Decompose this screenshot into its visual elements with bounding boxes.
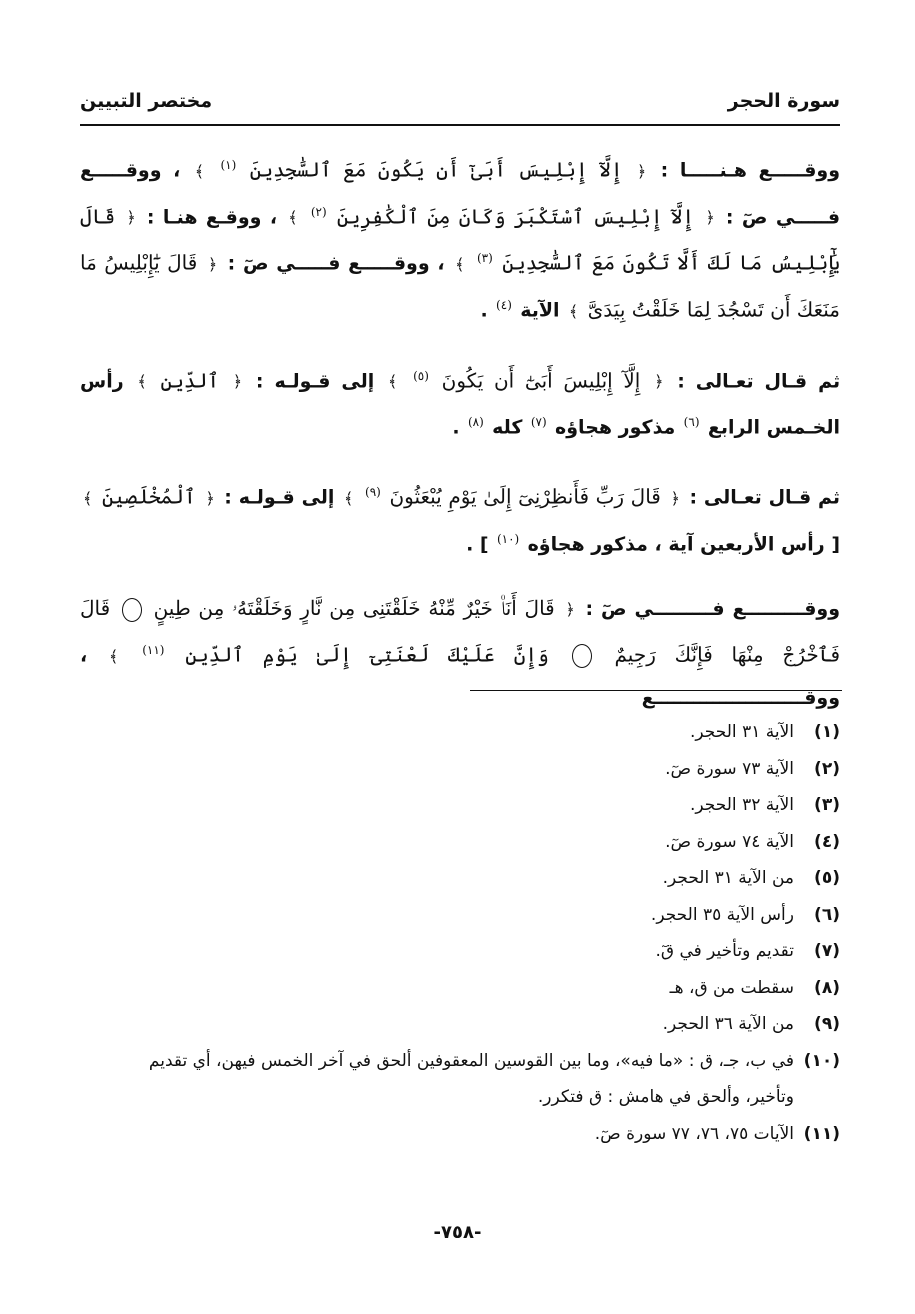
commentary-text: ، ووقـــــع فـــــي صٓ :	[227, 252, 445, 275]
commentary-text: .	[452, 416, 460, 439]
quran-verse: وَإِنَّ عَلَيْكَ لَعْنَتِىٓ إِلَىٰ يَوْمِ ٱلدِّينِ	[185, 642, 549, 667]
quran-verse: إِلَّآ إِبْلِيسَ ٱسْتَكْبَرَ وَكَانَ مِنَ ٱلْكَٰفِرِينَ	[336, 204, 695, 229]
verse-bracket: ﴾	[83, 488, 93, 508]
paragraph	[80, 472, 840, 564]
paragraph	[80, 356, 840, 448]
footnote-ref: (٨)	[467, 415, 484, 430]
footnote-ref: (٥)	[413, 368, 429, 383]
footnote-number: (١)	[814, 722, 840, 742]
verse-bracket: ﴾	[137, 372, 147, 392]
footnote-ref: (٣)	[476, 251, 493, 266]
footnote-rule	[470, 690, 842, 691]
verse-bracket: ﴾	[568, 301, 579, 321]
commentary-text: ثم قـال تعـالى :	[689, 486, 841, 509]
quran-verse: قَالَ أَنَا۠ خَيْرٌ مِّنْهُ خَلَقْتَنِى مِن نَّارٍ وَخَلَقْتَهُۥ مِن طِينٍ	[153, 596, 555, 621]
verse-bracket: ﴿	[670, 488, 680, 508]
footnote-text: في ب، جـ، ق : «ما فيه»، وما بين القوسين المعقوفين ألحق في آخر الخمس فيهن، أي تقديم	[148, 1050, 794, 1071]
main-text	[80, 145, 840, 742]
footnote-ref: (٩)	[365, 484, 381, 499]
commentary-text: ، ووقـع هنـا :	[146, 206, 278, 229]
footnote-text: الآية ٧٤ سورة صٓ.	[665, 831, 794, 852]
footnote-item	[80, 1006, 840, 1043]
commentary-text: مذكور هجاؤه	[555, 416, 676, 439]
footnote-text: الآية ٣١ الحجر.	[690, 722, 794, 742]
footnote-item	[80, 824, 840, 861]
quran-verse: إِلَّآ إِبْلِيسَ أَبَىٰٓ أَن يَكُونَ	[441, 368, 641, 393]
footnote-number: (٤)	[814, 831, 840, 852]
commentary-text: رأس الخـمس الرابع	[80, 370, 840, 439]
footnote-item	[80, 751, 840, 788]
quran-verse: ٱلدِّينِ	[160, 368, 220, 393]
quran-verse: قَالَ رَبِّ فَأَنظِرْنِىٓ إِلَىٰ يَوْمِ يُبْعَثُونَ	[389, 484, 661, 509]
verse-bracket: ﴾	[288, 208, 298, 228]
footnote-text: الآيات ٧٥، ٧٦، ٧٧ سورة صٓ.	[594, 1123, 794, 1144]
footnote-ref: (٦)	[683, 415, 700, 430]
footnote-text: سقطت من ق، هـ	[669, 977, 794, 998]
ayah-end-mark	[572, 644, 592, 668]
commentary-text: .	[480, 299, 488, 322]
quran-verse: قَالَ يَٰٓإِبْلِيسُ مَا مَنَعَكَ أَن تَسْجُدَ لِمَا خَلَقْتُ بِيَدَىَّ	[80, 250, 840, 322]
footnote-ref: (٧)	[530, 415, 547, 430]
footnote-item	[80, 1116, 840, 1153]
footnote-ref: (١٠)	[496, 531, 520, 546]
verse-bracket: ﴿	[565, 600, 575, 620]
footnote-continuation: وتأخير، وألحق في هامش : ق فتكرر.	[537, 1087, 794, 1107]
commentary-text: ، ووقـــــــــــــــــــــــع	[80, 644, 840, 709]
page-number: -٧٥٨-	[433, 1222, 482, 1243]
footnote-text: الآية ٧٣ سورة صٓ.	[665, 758, 794, 779]
footnote-text: من الآية ٣١ الحجر.	[662, 868, 794, 888]
footnote-number: (٢)	[814, 758, 840, 779]
header-book-title: مختصر التبيين	[80, 90, 213, 112]
footnote-item	[80, 897, 840, 934]
verse-bracket: ﴿	[654, 372, 664, 392]
commentary-text: [ رأس الأربعين آية ، مذكور هجاؤه	[527, 533, 840, 556]
footnote-ref: (١)	[220, 158, 237, 172]
commentary-text: ثم قـال تعـالى :	[677, 370, 841, 393]
footnote-text: رأس الآية ٣٥ الحجر.	[650, 904, 794, 925]
footnote-number: (١٠)	[803, 1050, 840, 1071]
verse-bracket: ﴿	[232, 372, 243, 392]
footnote-item	[80, 933, 840, 970]
quran-verse: إِلَّآ إِبْلِيسَ أَبَىٰٓ أَن يَكُونَ مَعَ ٱلسَّٰجِدِينَ	[249, 157, 623, 182]
verse-bracket: ﴿	[705, 208, 715, 228]
paragraph	[80, 588, 840, 718]
quran-verse: قَالَ فَٱخْرُجْ مِنْهَا فَإِنَّكَ رَجِيمٌ	[80, 596, 841, 667]
footnote-text: الآية ٣٢ الحجر.	[690, 795, 794, 815]
commentary-text: ووقـــــع هـنـــــا :	[660, 159, 841, 182]
footnote-number: (٦)	[814, 904, 840, 925]
verse-bracket: ﴾	[388, 372, 398, 392]
footnote-number: (٩)	[814, 1014, 840, 1034]
footnote-text: تقديم وتأخير في قٓ.	[655, 941, 794, 961]
quran-verse: ٱلْمُخْلَصِينَ	[101, 484, 196, 509]
verse-bracket: ﴿	[205, 488, 215, 508]
footnote-ref: (٢)	[310, 204, 327, 219]
ayah-end-mark	[122, 598, 142, 622]
quran-verse: قَالَ يَٰٓإِبْلِيسُ مَا لَكَ أَلَّا تَكُونَ مَعَ ٱلسَّٰجِدِينَ	[80, 204, 841, 275]
commentary-text: ] .	[466, 533, 489, 556]
footnote-item	[80, 714, 840, 751]
footnote-item	[80, 787, 840, 824]
footnote-item	[80, 1043, 840, 1080]
footnote-item	[80, 860, 840, 897]
header-surah-title: سورة الحجر	[727, 90, 840, 112]
footnote-number: (٥)	[814, 868, 840, 888]
header-rule	[80, 124, 840, 126]
commentary-text: كله	[492, 416, 523, 439]
commentary-text: ووقـــــــــع فـــــــــي صٓ :	[585, 598, 841, 621]
footnote-number: (٨)	[814, 977, 840, 998]
verse-bracket: ﴿	[126, 208, 136, 228]
commentary-text: الآية	[520, 299, 560, 322]
footnote-number: (٣)	[814, 795, 840, 815]
commentary-text: إلى قـولـه :	[255, 370, 375, 393]
verse-bracket: ﴿	[636, 161, 647, 181]
paragraph	[80, 145, 840, 332]
verse-bracket: ﴾	[194, 161, 205, 181]
footnote-ref: (٤)	[496, 297, 512, 312]
footnote-number: (١١)	[803, 1123, 840, 1144]
verse-bracket: ﴾	[344, 488, 354, 508]
verse-bracket: ﴾	[109, 646, 119, 666]
footnotes	[80, 714, 840, 1152]
commentary-text: إلى قـولـه :	[224, 486, 335, 509]
verse-bracket: ﴾	[455, 254, 465, 274]
verse-bracket: ﴿	[207, 254, 218, 274]
footnote-text: من الآية ٣٦ الحجر.	[662, 1014, 794, 1034]
commentary-text: ، ووقـــــع فـــــي صٓ :	[80, 159, 841, 229]
footnote-item	[80, 970, 840, 1007]
footnote-number: (٧)	[814, 941, 840, 961]
running-header	[80, 86, 840, 116]
footnote-ref: (١١)	[142, 643, 165, 658]
